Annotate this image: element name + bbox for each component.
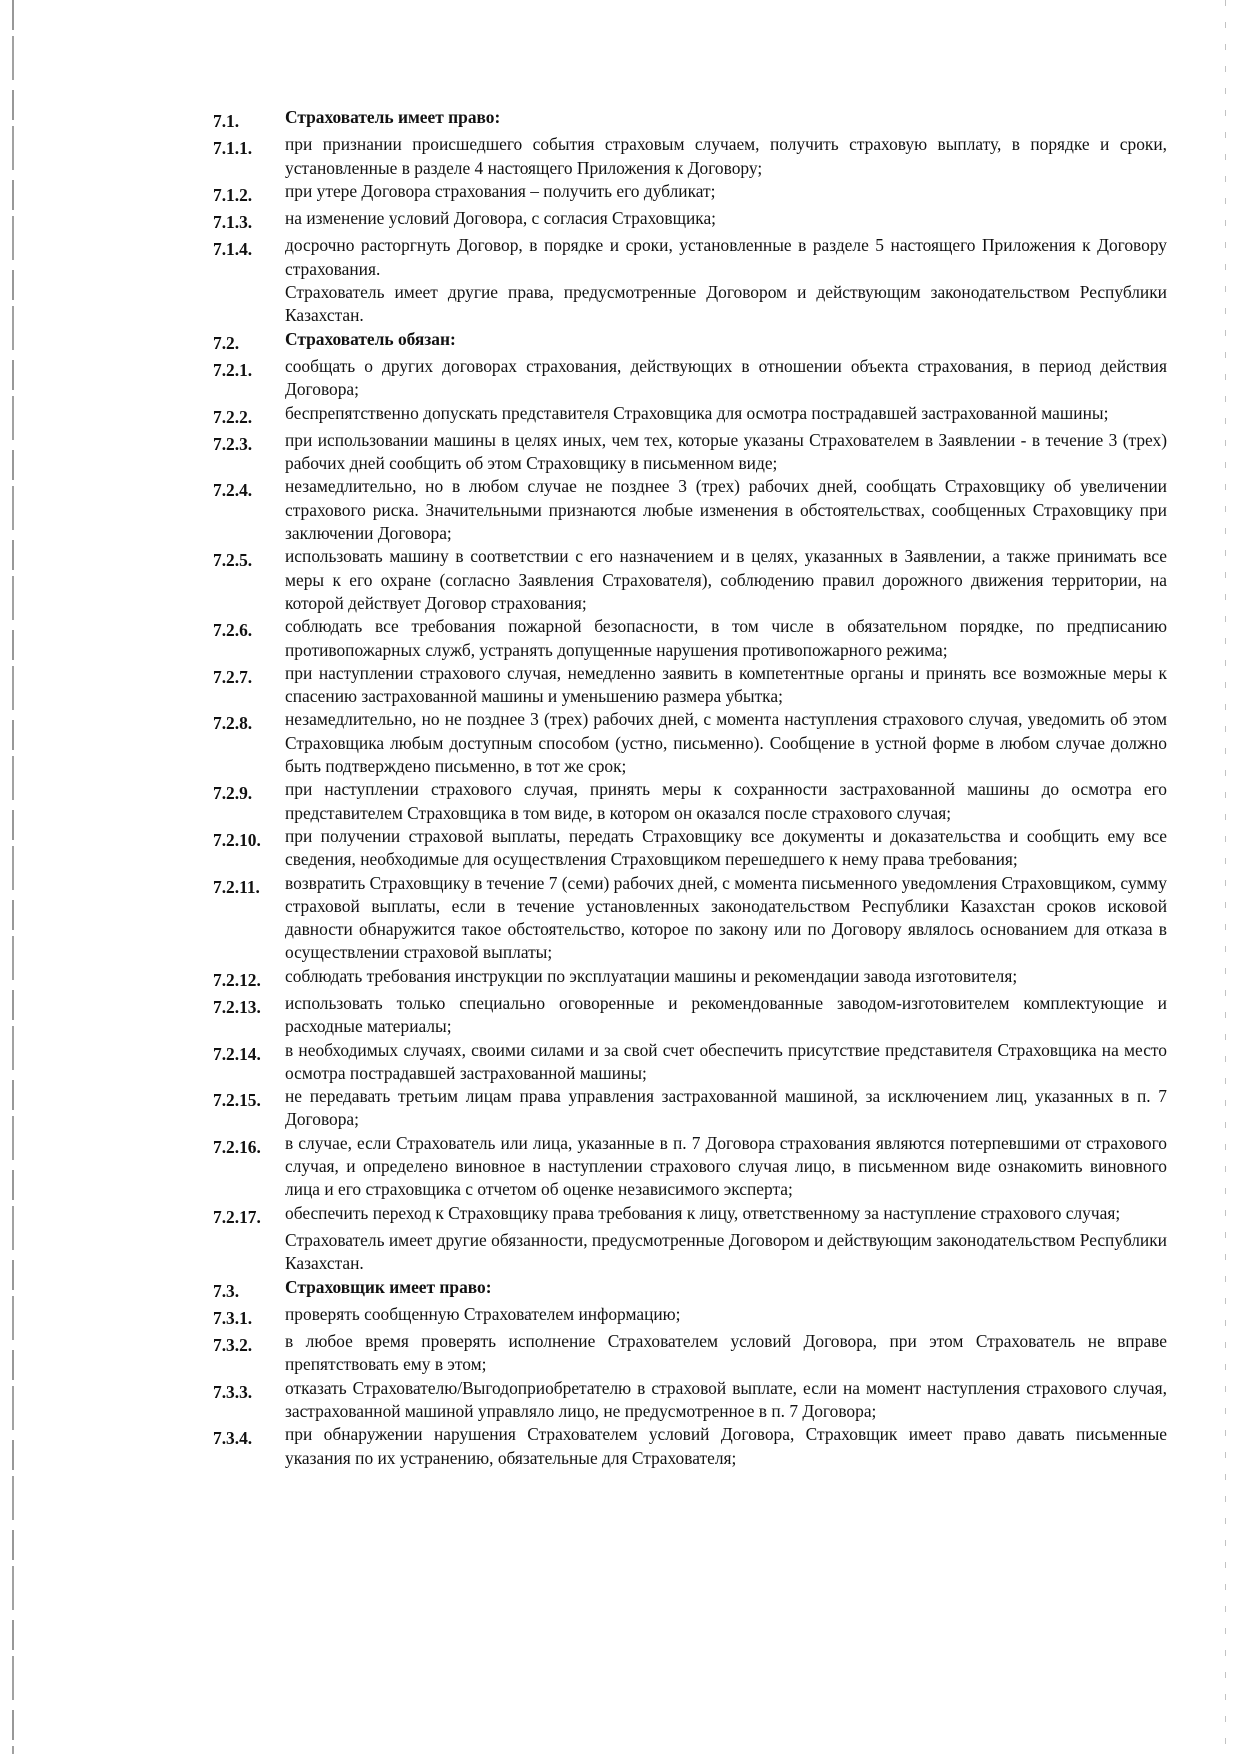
- clause-item: [213, 1132, 1167, 1202]
- clause-item: [213, 234, 1167, 281]
- clause-number: 7.1.2.: [213, 184, 253, 205]
- clause-number: 7.2.3.: [213, 433, 253, 454]
- clause-number: 7.3.: [213, 1280, 240, 1301]
- clause-text: возвратить Страховщику в течение 7 (семи) рабочих дней, с момента письменного уведомления Страховщиком, сумму страховой выплаты, если в течение установленных законодательством Республики Казахстан сроков исковой давности обнаружится такое обстоятельство, которое по закону или по Договору являлось основанием для отказа в осуществлении страховой выплаты;: [285, 872, 1167, 963]
- scan-edge-right: [1225, 0, 1226, 1754]
- clause-text: при утере Договора страхования – получить его дубликат;: [285, 180, 716, 201]
- clause-number: 7.2.11.: [213, 876, 260, 897]
- clause-number: 7.1.: [213, 111, 240, 131]
- clause-text: в случае, если Страхователь или лица, указанные в п. 7 Договора страхования являются потерпевшими от страхового случая, и определено виновное в наступлении страхового случая лицо, в письменном виде ознакомить виновного лица и его страховщика с отчетом об оценке независимого эксперта;: [285, 1132, 1167, 1200]
- section-heading: [213, 1276, 1167, 1303]
- clause-number: 7.2.1.: [213, 359, 253, 380]
- clause-number: 7.1.3.: [213, 212, 253, 233]
- clause-text: при получении страховой выплаты, передать Страховщику все документы и доказательства и сообщить ему все сведения, необходимые для осуществления Страховщиком перешедшего к нему права требования;: [285, 825, 1167, 870]
- clause-item: [213, 708, 1167, 778]
- clause-number: 7.3.2.: [213, 1335, 253, 1356]
- clause-number: 7.2.5.: [213, 550, 253, 571]
- clause-text: Страхователь имеет другие обязанности, предусмотренные Договором и действующим законодательством Республики Казахстан.: [285, 1229, 1167, 1274]
- clause-item: [213, 1303, 1167, 1330]
- clause-number: 7.2.6.: [213, 620, 253, 641]
- clause-text: незамедлительно, но в любом случае не позднее 3 (трех) рабочих дней, сообщать Страховщику об увеличении страхового риска. Значительными признаются любые изменения в обстоятельствах, сообщенных Страховщику при заключении Договора;: [285, 476, 1167, 544]
- clause-number: 7.2.10.: [213, 829, 261, 850]
- clause-item: [213, 778, 1167, 825]
- clause-text: Страхователь имеет другие права, предусмотренные Договором и действующим законодательством Республики Казахстан.: [285, 282, 1167, 326]
- clause-number: 7.2.8.: [213, 713, 253, 734]
- document-body: [213, 106, 1167, 1470]
- clause-item: [213, 545, 1167, 615]
- clause-number: 7.2.12.: [213, 969, 261, 990]
- clause-item: [213, 402, 1167, 429]
- clause-text: использовать только специально оговоренные и рекомендованные заводом-изготовителем комплектующие и расходные материалы;: [285, 992, 1167, 1037]
- clause-item: [213, 872, 1167, 965]
- clause-text: Страхователь имеет право:: [285, 107, 501, 127]
- clause-text: не передавать третьим лицам права управления застрахованной машиной, за исключением лиц, указанных в п. 7 Договора;: [285, 1086, 1167, 1130]
- clause-text: при обнаружении нарушения Страхователем условий Договора, Страховщик имеет право давать письменные указания по их устранению, обязательные для Страхователя;: [285, 1424, 1167, 1468]
- clause-text: обеспечить переход к Страховщику права требования к лицу, ответственному за наступление страхового случая;: [285, 1202, 1121, 1223]
- clause-item: [213, 825, 1167, 872]
- clause-text: незамедлительно, но не позднее 3 (трех) рабочих дней, с момента наступления страхового случая, уведомить об этом Страховщика любым доступным способом (устно, письменно). Сообщение в устной форме в любом случае должно быть подтверждено письменно, в тот же срок;: [285, 709, 1167, 777]
- clause-text: проверять сообщенную Страхователем информацию;: [285, 1303, 681, 1324]
- clause-item: [213, 207, 1167, 234]
- clause-number: 7.3.1.: [213, 1307, 253, 1328]
- clause-number: 7.2.2.: [213, 406, 253, 427]
- clause-item: [213, 475, 1167, 545]
- clause-item: [213, 615, 1167, 662]
- clause-text: на изменение условий Договора, с согласия Страховщика;: [285, 208, 717, 229]
- clause-text: при наступлении страхового случая, принять меры к сохранности застрахованной машины до осмотра его представителем Страховщика в том виде, в котором он оказался после страхового случая;: [285, 779, 1167, 823]
- clause-number: 7.2.13.: [213, 996, 261, 1017]
- clause-item: [213, 355, 1167, 402]
- clause-number: 7.2.9.: [213, 783, 253, 804]
- clause-text: отказать Страхователю/Выгодоприобретателю в страховой выплате, если на момент наступления страхового случая, застрахованной машиной управляло лицо, не предусмотренное в п. 7 Договора;: [285, 1377, 1167, 1422]
- clause-text: досрочно расторгнуть Договор, в порядке и сроки, установленные в разделе 5 настоящего Приложения к Договору страхования.: [285, 235, 1167, 279]
- section-note: [213, 281, 1167, 328]
- clause-number: 7.1.4.: [213, 239, 253, 260]
- clause-item: [213, 1085, 1167, 1132]
- clause-number: [213, 1229, 285, 1233]
- clause-item: [213, 180, 1167, 207]
- clause-item: [213, 429, 1167, 476]
- clause-text: беспрепятственно допускать представителя Страховщика для осмотра пострадавшей застрахованной машины;: [285, 402, 1109, 423]
- clause-number: 7.2.4.: [213, 480, 253, 501]
- clause-text: Страхователь обязан:: [285, 328, 456, 349]
- clause-text: использовать машину в соответствии с его назначением и в целях, указанных в Заявлении, а также принимать все меры к его охране (согласно Заявления Страхователя), соблюдению правил дорожного движения территории, на которой действует Договор страхования;: [285, 546, 1167, 613]
- clause-text: в любое время проверять исполнение Страхователем условий Договора, при этом Страхователь не вправе препятствовать ему в этом;: [285, 1331, 1167, 1375]
- clause-text: при использовании машины в целях иных, чем тех, которые указаны Страхователем в Заявлении - в течение 3 (трех) рабочих дней сообщить об этом Страховщику в письменном виде;: [285, 429, 1167, 474]
- clause-text: соблюдать все требования пожарной безопасности, в том числе в обязательном порядке, по предписанию противопожарных служб, устранять допущенные нарушения противопожарного режима;: [285, 616, 1167, 660]
- clause-item: [213, 1377, 1167, 1424]
- clause-number: 7.3.3.: [213, 1381, 253, 1402]
- clause-item: [213, 965, 1167, 992]
- clause-number: 7.2.14.: [213, 1043, 261, 1064]
- clause-item: [213, 662, 1167, 709]
- clause-text: в необходимых случаях, своими силами и за свой счет обеспечить присутствие представителя Страховщика на место осмотра пострадавшей застрахованной машины;: [285, 1039, 1167, 1083]
- clause-text: сообщать о других договорах страхования, действующих в отношении объекта страхования, в период действия Договора;: [285, 355, 1167, 400]
- section-note: [213, 1229, 1167, 1276]
- clause-number: [213, 281, 285, 285]
- clause-number: 7.3.4.: [213, 1428, 253, 1449]
- clause-number: 7.2.16.: [213, 1136, 261, 1157]
- clause-item: [213, 1423, 1167, 1470]
- clause-item: [213, 1330, 1167, 1377]
- clause-item: [213, 1039, 1167, 1086]
- clause-item: [213, 1202, 1167, 1229]
- clause-text: соблюдать требования инструкции по эксплуатации машины и рекомендации завода изготовителя;: [285, 965, 1018, 986]
- clause-number: 7.2.: [213, 332, 240, 353]
- scan-edge-left: [12, 0, 14, 1754]
- clause-number: 7.2.15.: [213, 1090, 261, 1111]
- clause-number: 7.1.1.: [213, 138, 253, 159]
- clause-item: [213, 133, 1167, 180]
- clause-number: 7.2.17.: [213, 1206, 261, 1227]
- clause-number: 7.2.7.: [213, 666, 253, 687]
- clause-text: Страховщик имеет право:: [285, 1276, 492, 1297]
- section-heading: [213, 106, 1167, 133]
- clause-text: при наступлении страхового случая, немедленно заявить в компетентные органы и принять все возможные меры к спасению застрахованной машины и уменьшению размера убытка;: [285, 662, 1167, 707]
- section-heading: [213, 328, 1167, 355]
- clause-item: [213, 992, 1167, 1039]
- clause-text: при признании происшедшего события страховым случаем, получить страховую выплату, в порядке и сроки, установленные в разделе 4 настоящего Приложения к Договору;: [285, 134, 1167, 178]
